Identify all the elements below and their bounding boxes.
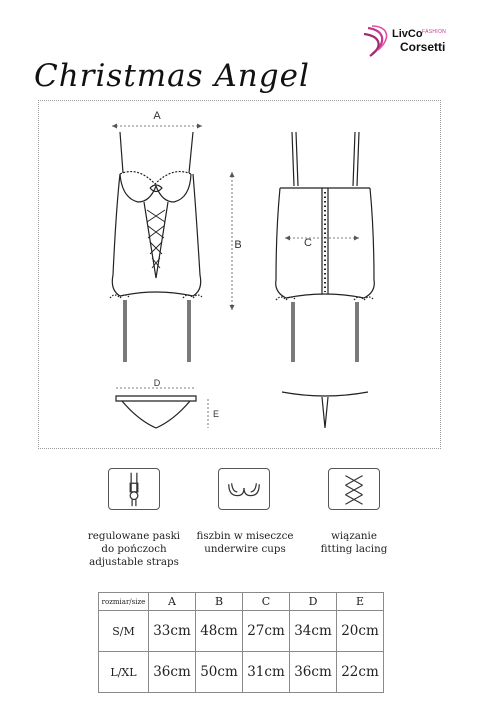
column-header: B: [196, 593, 243, 611]
column-header: E: [337, 593, 384, 611]
column-header: C: [243, 593, 290, 611]
table-cell: 31cm: [243, 652, 290, 693]
table-cell: 36cm: [149, 652, 196, 693]
brand-name-line2: Corsetti: [400, 40, 446, 54]
table-cell: 20cm: [337, 611, 384, 652]
row-size-label: L/XL: [99, 652, 149, 693]
feature-caption-straps: regulowane paski do pończoch adjustable straps: [87, 530, 181, 568]
label-c: C: [304, 237, 312, 249]
table-cell: 27cm: [243, 611, 290, 652]
feature-caption-cups: fiszbin w miseczce underwire cups: [196, 530, 294, 555]
label-d: D: [153, 378, 161, 388]
table-row: [99, 611, 384, 652]
front-view-drawing: [110, 132, 203, 362]
back-view-drawing: [276, 132, 375, 362]
table-cell: 33cm: [149, 611, 196, 652]
label-b: B: [234, 239, 242, 251]
row-size-label: S/M: [99, 611, 149, 652]
thong-front-drawing: [116, 396, 196, 428]
brand-logo-mark-icon: [362, 24, 394, 58]
product-title: Christmas Angel: [34, 58, 310, 94]
size-table: [98, 592, 384, 693]
feature-box-cups: [218, 468, 270, 510]
feature-box-straps: [108, 468, 160, 510]
brand-tag: FASHION: [422, 29, 447, 35]
size-table-corner: rozmiar/size: [99, 593, 149, 611]
feature-box-lacing: [328, 468, 380, 510]
feature-caption-lacing: wiązanie fitting lacing: [320, 530, 388, 555]
table-cell: 34cm: [290, 611, 337, 652]
garment-diagram: [38, 100, 441, 449]
size-table-header: [99, 593, 384, 611]
brand-name-line1: LivCo: [392, 28, 423, 40]
table-cell: 50cm: [196, 652, 243, 693]
table-cell: 22cm: [337, 652, 384, 693]
lacing-icon: [329, 469, 379, 509]
table-row: [99, 652, 384, 693]
column-header: D: [290, 593, 337, 611]
garter-strap-icon: [109, 469, 159, 509]
column-header: A: [149, 593, 196, 611]
label-a: A: [153, 110, 161, 122]
table-cell: 36cm: [290, 652, 337, 693]
table-cell: 48cm: [196, 611, 243, 652]
thong-back-drawing: [282, 392, 368, 428]
label-e: E: [212, 409, 220, 419]
underwire-cups-icon: [219, 469, 269, 509]
brand-logo: [362, 22, 472, 62]
